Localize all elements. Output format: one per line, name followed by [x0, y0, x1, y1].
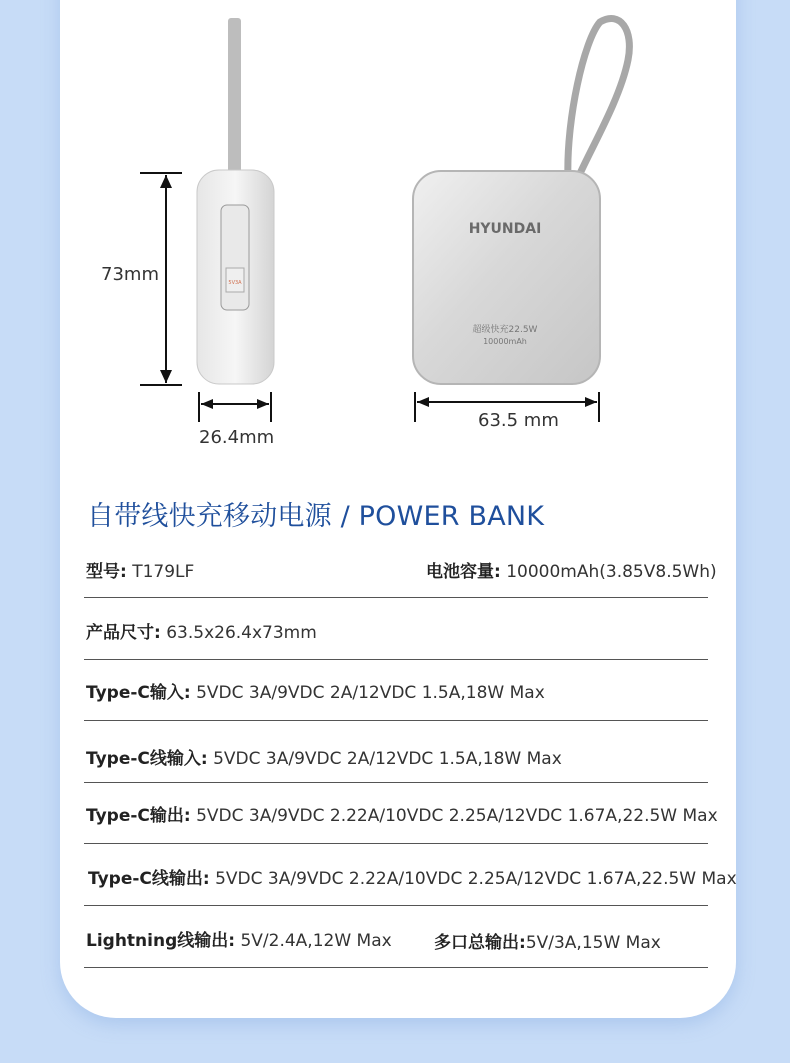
device-print-speed: 超级快充22.5W [472, 325, 538, 335]
thickness-dimension [199, 392, 271, 422]
connector-label: 5V3A [228, 280, 242, 286]
capacity-value: 10000mAh(3.85V8.5Wh) [500, 562, 717, 582]
model-value: T179LF [126, 562, 195, 582]
capacity-spec [426, 557, 717, 582]
device-print-capacity: 10000mAh [483, 337, 527, 346]
section-title: 自带线快充移动电源 / POWER BANK [87, 501, 545, 532]
lightning-output-label: Lightning线输出: [86, 931, 236, 951]
width-label: 63.5 mm [478, 410, 559, 431]
typec-output-label: Type-C输出: [86, 806, 191, 826]
height-label: 73mm [101, 264, 159, 285]
divider [84, 967, 708, 968]
model-label: 型号: [86, 562, 127, 582]
total-output-label: 多口总输出: [434, 933, 526, 953]
spec-row-model [86, 557, 717, 582]
spec-row-typec-cable-input [86, 744, 708, 769]
size-value: 63.5x26.4x73mm [160, 623, 317, 643]
typec-cable-input-value: 5VDC 3A/9VDC 2A/12VDC 1.5A,18W Max [207, 749, 562, 769]
typec-cable-output-value: 5VDC 3A/9VDC 2.22A/10VDC 2.25A/12VDC 1.67A,22.5W Max [209, 869, 737, 889]
front-view [413, 18, 629, 384]
divider [84, 843, 708, 844]
typec-cable-input-label: Type-C线输入: [86, 749, 208, 769]
spec-row-typec-output [86, 801, 718, 826]
thickness-label: 26.4mm [199, 427, 275, 448]
total-output-value: 5V/3A,15W Max [525, 933, 661, 953]
divider [84, 782, 708, 783]
typec-input-value: 5VDC 3A/9VDC 2A/12VDC 1.5A,18W Max [190, 683, 545, 703]
front-body [413, 171, 600, 384]
side-view [197, 18, 274, 384]
typec-output-value: 5VDC 3A/9VDC 2.22A/10VDC 2.25A/12VDC 1.67A,22.5W Max [190, 806, 718, 826]
divider [84, 905, 708, 906]
front-lanyard [568, 18, 630, 178]
lightning-output-value: 5V/2.4A,12W Max [235, 931, 392, 951]
divider [84, 720, 708, 721]
size-label: 产品尺寸: [86, 623, 161, 643]
typec-cable-output-label: Type-C线输出: [88, 869, 210, 889]
spec-row-size [86, 618, 708, 643]
spec-row-lightning-output [86, 926, 708, 951]
spec-row-typec-cable-output [88, 864, 737, 889]
capacity-label: 电池容量: [426, 562, 501, 582]
brand-logo: HYUNDAI [468, 221, 542, 237]
divider [84, 597, 708, 598]
side-cable-slot [221, 205, 249, 310]
product-dimension-illustration [0, 0, 790, 470]
spec-row-typec-input [86, 678, 708, 703]
side-lanyard [228, 18, 241, 188]
divider [84, 659, 708, 660]
total-output-spec [434, 928, 661, 953]
typec-input-label: Type-C输入: [86, 683, 191, 703]
